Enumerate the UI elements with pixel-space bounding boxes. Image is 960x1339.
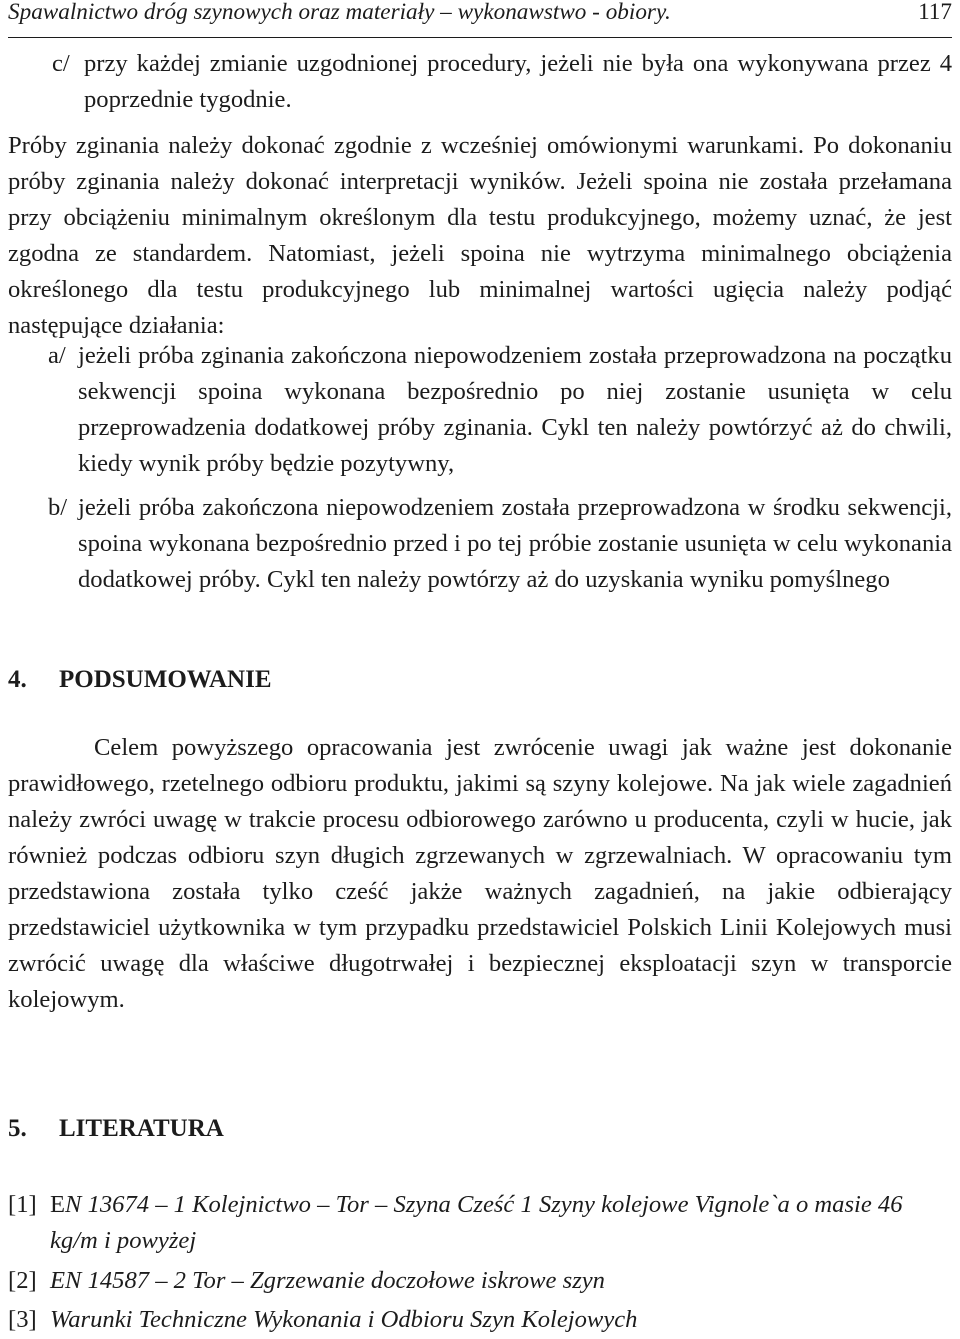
list-marker: c/ <box>52 50 70 77</box>
reference-label: [3] <box>8 1306 37 1333</box>
reference-title: N 13674 – 1 Kolejnictwo – Tor – Szyna Cześć 1 Szyny kolejowe Vignole`a o masie 46 kg/m i powyżej <box>50 1191 903 1254</box>
running-header-title: Spawalnictwo dróg szynowych oraz materiały – wykonawstwo - obiory. <box>8 0 671 25</box>
section-number: 5. <box>8 1115 27 1142</box>
section-heading-summary <box>8 662 272 698</box>
document-page <box>8 0 952 1333</box>
list-marker: b/ <box>48 494 68 521</box>
section-title: LITERATURA <box>59 1115 224 1142</box>
reference-text <box>50 1187 952 1259</box>
reference-label: [2] <box>8 1267 37 1294</box>
reference-text: EN 14587 – 2 Tor – Zgrzewanie doczołowe iskrowe szyn <box>50 1267 605 1294</box>
list-item-text: jeżeli próba zakończona niepowodzeniem została przeprowadzona w środku sekwencji, spoina wykonana bezpośrednio przed i po tej próbie zostanie usunięta w celu wykonania dodatkowej próby. Cykl ten należy powtórzy aż do uzyskania wyniku pomyślnego <box>78 494 952 593</box>
list-item-text: jeżeli próba zginania zakończona niepowodzeniem została przeprowadzona na początku sekwencji spoina wykonana bezpośrednio po niej zostanie usunięta w celu przeprowadzenia dodatkowej próby zginania. Cykl ten należy powtórzyć aż do chwili, kiedy wynik próby będzie pozytywny, <box>78 342 952 477</box>
section-title: PODSUMOWANIE <box>59 666 272 693</box>
section-heading-literature <box>8 1111 224 1147</box>
reference-text: Warunki Techniczne Wykonania i Odbioru Szyn Kolejowych <box>50 1306 638 1333</box>
reference-label: [1] <box>8 1191 37 1218</box>
list-marker: a/ <box>48 342 66 369</box>
running-header <box>8 0 952 38</box>
reference-lead: E <box>50 1191 66 1218</box>
paragraph-bend-test: Próby zginania należy dokonać zgodnie z wcześniej omówionymi warunkami. Po dokonaniu próby zginania należy dokonać interpretacji wyników. Jeżeli spoina nie została przełamana przy obciążeniu minimalnym określonym dla testu produkcyjnego, możemy uznać, że jest zgodna ze standardem. Natomiast, jeżeli spoina nie wytrzyma minimalnego obciążenia określonego dla testu produkcyjnego lub minimalnej wartości ugięcia należy podjąć następujące działania: <box>8 132 952 339</box>
page-number: 117 <box>918 0 952 25</box>
section-number: 4. <box>8 666 27 693</box>
paragraph-summary: Celem powyższego opracowania jest zwrócenie uwagi jak ważne jest dokonanie prawidłowego, rzetelnego odbioru produktu, jakimi są szyny kolejowe. Na jak wiele zagadnień należy zwróci uwagę w trakcie procesu odbiorowego zarówno u producenta, czyli w hucie, jak również podczas odbioru szyn długich zgrzewanych w zgrzewalniach. W opracowaniu tym przedstawiona została tylko cześć jakże ważnych zagadnień, na jakie odbierający przedstawiciel użytkownika w tym przypadku przedstawiciel Polskich Linii Kolejowych musi zwrócić uwagę dla właściwe długotrwałej i bezpiecznej eksploatacji szyn w transporcie kolejowym. <box>8 734 952 1013</box>
list-item-text: przy każdej zmianie uzgodnionej procedury, jeżeli nie była ona wykonywana przez 4 poprzednie tygodnie. <box>84 50 952 113</box>
